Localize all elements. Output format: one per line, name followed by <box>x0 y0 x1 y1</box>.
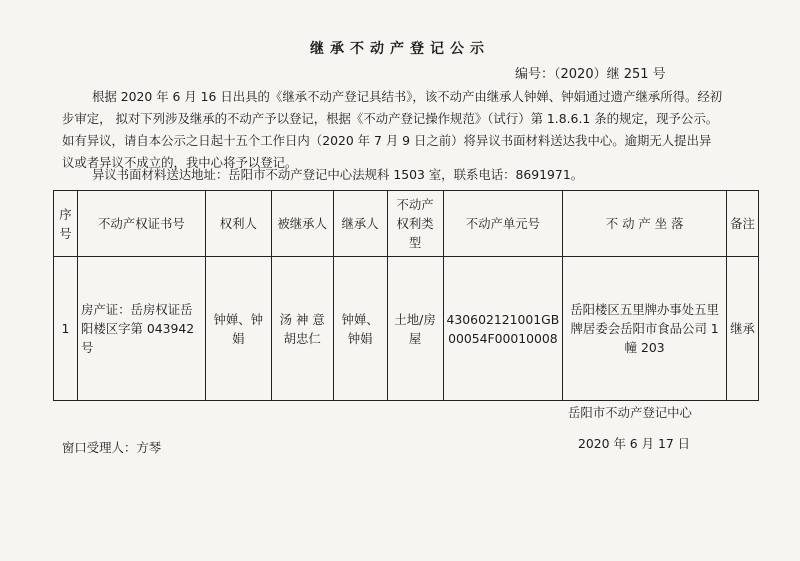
header-cell: 继承人 <box>333 191 387 257</box>
header-cell: 不 动 产 坐 落 <box>563 191 727 257</box>
table-row <box>54 257 759 401</box>
decedent: 汤 神 意 胡忠仁 <box>271 257 333 401</box>
remark: 继承 <box>726 257 758 401</box>
document-number: 编号：（2020）继 251 号 <box>515 67 666 82</box>
notice-paragraph <box>62 86 752 174</box>
registration-table <box>53 190 759 401</box>
paragraph-line-3: 如有异议，请自本公示之日起十五个工作日内（2020 年 7 月 9 日之前）将异议书面材料送达我中心。逾期无人提出异 <box>62 133 712 148</box>
table-header-row <box>54 191 759 257</box>
header-cell: 不动产权证书号 <box>77 191 205 257</box>
certificate-number: 房产证：岳房权证岳阳楼区字第 043942 号 <box>77 257 205 401</box>
header-cell: 不动产权利类型 <box>387 191 443 257</box>
header-cell: 序号 <box>54 191 78 257</box>
row-number: 1 <box>54 257 78 401</box>
header-cell: 备注 <box>726 191 758 257</box>
right-type: 土地/房屋 <box>387 257 443 401</box>
paragraph-line-4: 议或者异议不成立的，我中心将予以登记。 <box>62 155 298 170</box>
paragraph-line-2: 步审定， 拟对下列涉及继承的不动产予以登记，根据《不动产登记操作规范》（试行）第 1.8.6.1 条的规定，现予公示。 <box>62 111 719 126</box>
issue-date: 2020 年 6 月 17 日 <box>578 436 691 451</box>
header-cell: 不动产单元号 <box>443 191 563 257</box>
property-location: 岳阳楼区五里牌办事处五里牌居委会岳阳市食品公司 1 幢 203 <box>563 257 727 401</box>
unit-number: 430602121001GB00054F00010008 <box>443 257 563 401</box>
header-cell: 被继承人 <box>271 191 333 257</box>
heirs: 钟婵、钟娟 <box>333 257 387 401</box>
paragraph-line-1: 根据 2020 年 6 月 16 日出具的《继承不动产登记具结书》，该不动产由继承人钟婵、钟娟通过遗产继承所得。经初 <box>92 89 723 104</box>
document-title: 继承不动产登记公示 <box>310 41 490 57</box>
issuer-name: 岳阳市不动产登记中心 <box>568 405 692 420</box>
window-receiver: 窗口受理人：方琴 <box>62 440 162 455</box>
address-line: 异议书面材料送达地址：岳阳市不动产登记中心法规科 1503 室，联系电话：8691971。 <box>92 167 584 182</box>
header-cell: 权利人 <box>205 191 271 257</box>
right-holder: 钟婵、钟娟 <box>205 257 271 401</box>
